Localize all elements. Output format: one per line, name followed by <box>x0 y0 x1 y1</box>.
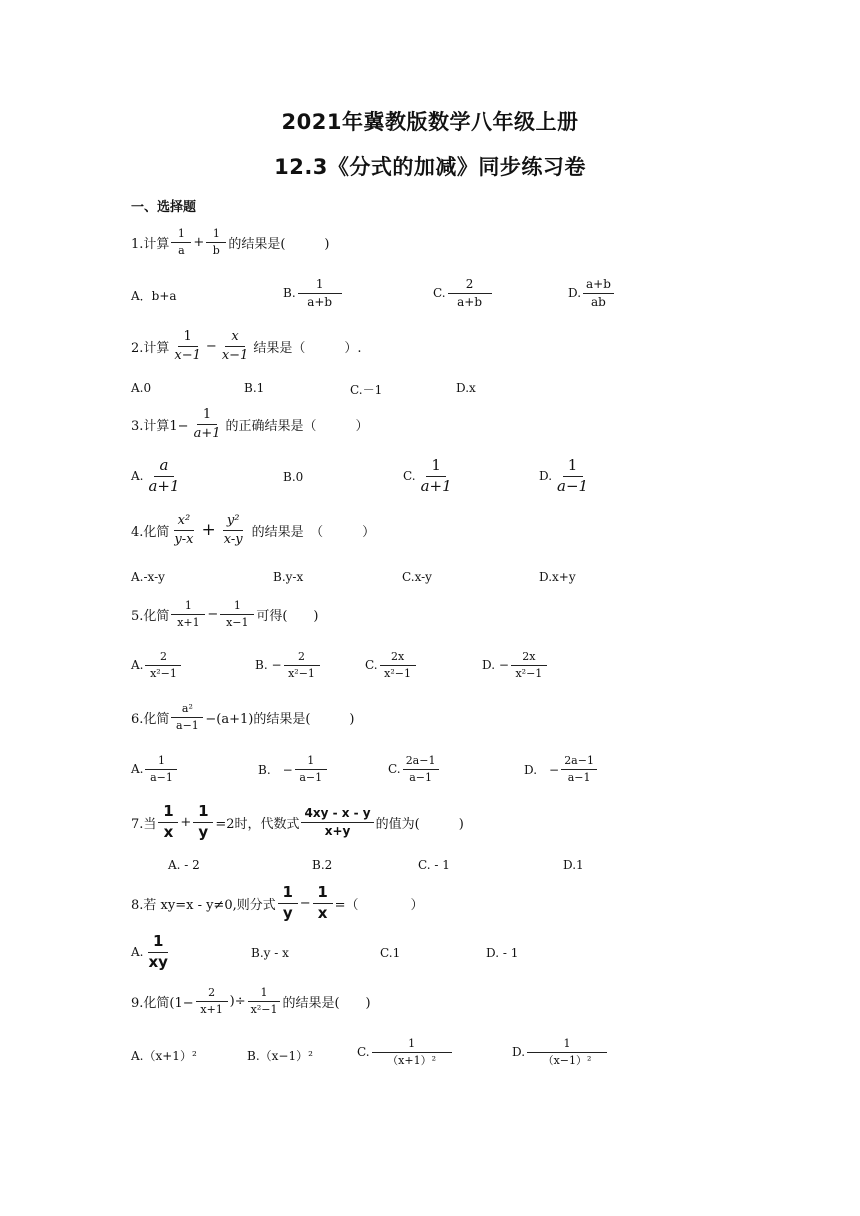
operator: − <box>205 338 217 354</box>
option-c: C.1 <box>380 946 401 960</box>
operator: )÷ <box>229 993 246 1009</box>
option-d: D.x+y <box>539 570 576 584</box>
option-c: C. $\frac{2}{a+b}$ <box>433 278 494 308</box>
fraction: $\frac{1}{y}$ <box>278 885 298 922</box>
option-b: B.（x−1）² <box>247 1049 313 1063</box>
fraction: $\frac{1}{x-1}$ <box>220 600 254 628</box>
question-text: =2时，代数式 <box>215 816 300 832</box>
option-d: D. − $\frac{2a-1}{a-1}$ <box>524 755 599 783</box>
question-text: 可得( ) <box>256 608 319 624</box>
option-c: C.－1 <box>350 383 383 397</box>
option-d: D.1 <box>563 858 584 872</box>
question-text: 9.化简(1− <box>131 995 194 1011</box>
fraction: $\frac{1}{x-1}$ <box>174 329 201 363</box>
fraction: $\frac{4xy - x - y}{x+y}$ <box>301 807 373 837</box>
option-d: D. $\frac{a+b}{ab}$ <box>568 278 616 308</box>
option-c: C. - 1 <box>418 858 450 872</box>
question-8 <box>131 885 424 922</box>
operator: − <box>207 606 219 622</box>
option-c: C. $\frac{2a-1}{a-1}$ <box>388 755 441 783</box>
fraction: $\frac{1}{b}$ <box>206 228 226 256</box>
option-b: B.1 <box>244 381 265 395</box>
option-a: A. $\frac{a}{a+1}$ <box>131 456 180 495</box>
question-5 <box>131 600 318 628</box>
fraction: $\frac{1}{x+1}$ <box>171 600 205 628</box>
question-text: 4.化简 <box>131 524 170 540</box>
question-7 <box>131 804 464 841</box>
fraction: $\frac{1}{a+1}$ <box>193 407 221 441</box>
question-text: =（ ） <box>334 897 424 913</box>
question-text: 5.化简 <box>131 608 170 624</box>
option-b: B. − $\frac{1}{a-1}$ <box>258 755 329 783</box>
fraction: $\frac{1}{\text{x²−1}}$ <box>248 987 281 1015</box>
question-text: 结果是（ ）. <box>253 340 362 356</box>
option-c: C. $\frac{1}{a+1}$ <box>403 456 452 495</box>
section-heading: 一、选择题 <box>131 200 197 215</box>
option-b: B.0 <box>283 470 304 484</box>
option-a: A. $\frac{1}{a-1}$ <box>131 755 179 783</box>
fraction: $\frac{1}{x}$ <box>158 804 178 841</box>
fraction: $\frac{x}{x-1}$ <box>221 329 249 363</box>
option-a: A. $\frac{1}{xy}$ <box>131 932 168 971</box>
question-text: 的结果是( ) <box>228 236 330 252</box>
question-4 <box>131 514 375 546</box>
fraction: $\frac{1}{y}$ <box>193 804 213 841</box>
option-d: D.x <box>456 381 476 395</box>
option-a: A．b+a <box>131 289 177 303</box>
fraction: $\frac{1}{x}$ <box>313 885 333 922</box>
question-1 <box>131 228 329 256</box>
question-text: 的值为( ) <box>375 816 464 832</box>
option-d: D. $\frac{1}{a-1}$ <box>539 456 589 495</box>
question-text: 3.计算1− <box>131 418 189 434</box>
option-a: A.（x+1）² <box>131 1049 197 1063</box>
option-d: D. − $\frac{2x}{\text{x²−1}}$ <box>482 651 549 679</box>
question-text: 的结果是( ) <box>282 995 371 1011</box>
option-b: B.y - x <box>251 946 289 960</box>
option-d: D. $\frac{1}{\text{（x−1）²}}$ <box>512 1038 609 1066</box>
question-text: 的正确结果是（ ） <box>225 418 369 434</box>
question-text: 2.计算 <box>131 340 170 356</box>
option-c: C. $\frac{1}{\text{（x+1）²}}$ <box>357 1038 454 1066</box>
operator: + <box>180 814 192 830</box>
option-a: A. - 2 <box>168 858 200 872</box>
option-d: D. - 1 <box>486 946 519 960</box>
option-a: A. $\frac{2}{\text{x²−1}}$ <box>131 651 183 679</box>
operator: − <box>299 895 311 911</box>
operator: + <box>201 520 216 541</box>
option-c: C. $\frac{2x}{\text{x²−1}}$ <box>365 651 418 679</box>
option-a: A.0 <box>131 381 152 395</box>
question-3 <box>131 408 369 440</box>
fraction: $\frac{2}{x+1}$ <box>196 987 228 1015</box>
question-text: 7.当 <box>131 816 157 832</box>
operator: + <box>193 234 205 250</box>
question-9 <box>131 987 371 1015</box>
fraction: $\frac{\text{a²}}{a-1}$ <box>171 703 203 731</box>
question-text: 8.若 xy=x - y≠0,则分式 <box>131 897 276 913</box>
page-subtitle: 12.3《分式的加减》同步练习卷 <box>274 155 586 179</box>
question-text: 1.计算 <box>131 236 170 252</box>
question-text: −(a+1)的结果是( ) <box>205 711 355 727</box>
option-b: B. − $\frac{2}{\text{x²−1}}$ <box>255 651 322 679</box>
question-text: 的结果是 （ ） <box>251 524 376 540</box>
option-b: B.2 <box>312 858 333 872</box>
option-c: C.x-y <box>402 570 432 584</box>
question-6 <box>131 703 355 731</box>
fraction: $\frac{1}{a}$ <box>171 228 191 256</box>
question-text: 6.化简 <box>131 711 170 727</box>
fraction: $\frac{\text{y²}}{x-y}$ <box>223 513 243 547</box>
option-a: A.-x-y <box>131 570 165 584</box>
option-b: B.y-x <box>273 570 304 584</box>
question-2 <box>131 330 361 362</box>
option-b: B. $\frac{1}{a+b}$ <box>283 278 344 308</box>
fraction: $\frac{\text{x²}}{y-x}$ <box>174 513 194 547</box>
page-title: 2021年冀教版数学八年级上册 <box>281 110 579 134</box>
